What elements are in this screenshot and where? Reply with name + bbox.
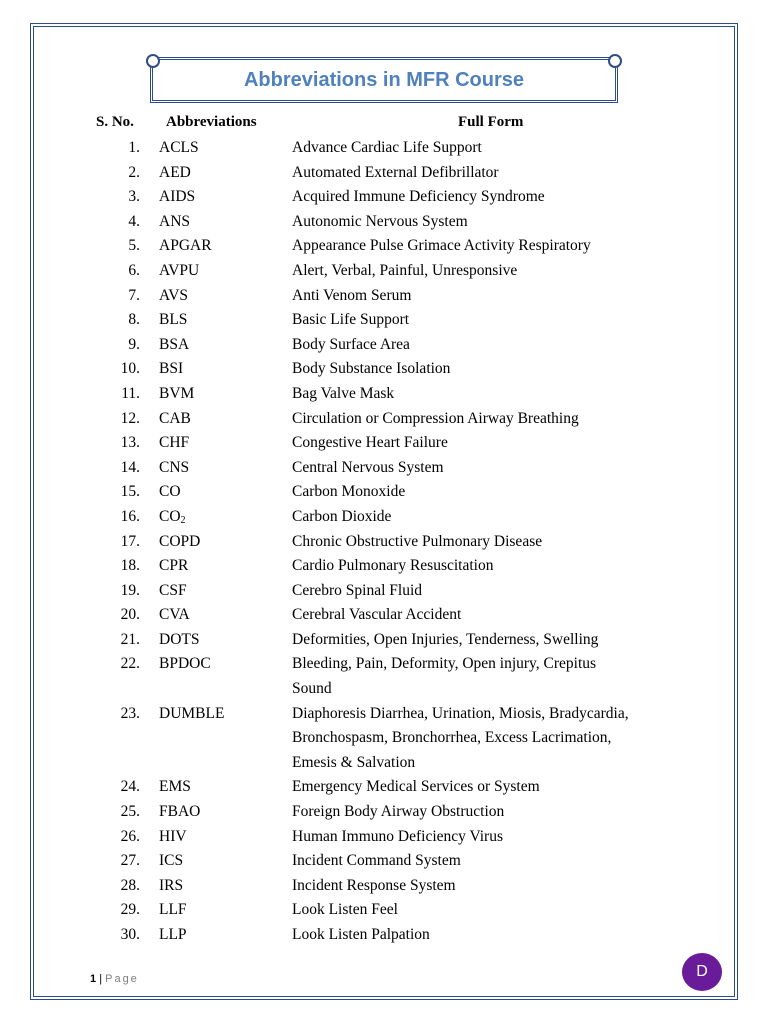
abbreviation-text: BVM (159, 384, 195, 402)
row-sno: 17. (120, 532, 140, 550)
abbreviations-table (0, 114, 768, 948)
row-sno: 19. (120, 581, 140, 599)
row-full-form: Emergency Medical Services or System (292, 778, 540, 796)
row-sno: 26. (120, 827, 140, 845)
row-abbreviation (159, 579, 187, 604)
row-abbreviation (159, 234, 212, 259)
row-sno: 1. (128, 139, 140, 156)
full-form-line: Diaphoresis Diarrhea, Urination, Miosis, Bradycardia, (292, 704, 629, 722)
row-sno: 11. (121, 384, 140, 402)
row-sno: 27. (120, 852, 140, 870)
row-sno: 20. (120, 606, 140, 624)
row-abbreviation (159, 874, 183, 899)
row-sno: 3. (128, 188, 140, 206)
row-abbreviation (159, 210, 190, 235)
row-sno: 7. (128, 286, 140, 304)
row-abbreviation (159, 652, 211, 677)
row-full-form: Look Listen Palpation (292, 926, 430, 943)
row-full-form: Acquired Immune Deficiency Syndrome (292, 188, 545, 206)
abbreviation-text: FBAO (159, 803, 201, 821)
footer-separator: | (99, 973, 103, 985)
table-row (0, 775, 768, 800)
row-sno: 8. (128, 311, 140, 329)
abbreviation-text: ANS (159, 212, 191, 230)
row-full-form: Advance Cardiac Life Support (292, 139, 482, 156)
table-row (0, 530, 768, 555)
row-sno: 23. (120, 704, 140, 722)
row-abbreviation (159, 775, 191, 800)
row-abbreviation (159, 357, 183, 382)
table-row (0, 628, 768, 653)
page-label: Page (105, 973, 139, 985)
row-full-form: Incident Response System (292, 876, 456, 894)
abbreviation-text: CPR (159, 557, 189, 575)
header-sno: S. No. (96, 114, 134, 130)
row-full-form: Foreign Body Airway Obstruction (292, 803, 505, 821)
row-abbreviation (159, 480, 181, 505)
abbreviation-text: CAB (159, 409, 191, 427)
row-full-form: Anti Venom Serum (292, 286, 412, 304)
title-frame (150, 57, 618, 103)
row-full-form: Human Immuno Deficiency Virus (292, 827, 503, 845)
table-header (0, 114, 768, 136)
row-abbreviation (159, 161, 191, 186)
full-form-line: Sound (292, 680, 332, 698)
page-footer (90, 973, 139, 985)
row-sno: 12. (120, 409, 140, 427)
abbreviation-text: EMS (159, 778, 191, 796)
row-sno: 6. (128, 261, 140, 279)
row-abbreviation (159, 849, 183, 874)
row-sno: 22. (120, 655, 140, 673)
row-sno: 2. (128, 163, 140, 181)
table-row (0, 259, 768, 284)
logo-letter: D (696, 963, 708, 980)
abbreviation-text: LLF (159, 901, 187, 919)
abbreviation-text: HIV (159, 827, 187, 845)
abbreviation-subscript: 2 (180, 514, 186, 526)
abbreviation-text: APGAR (159, 237, 212, 255)
table-row (0, 210, 768, 235)
row-sno: 14. (120, 458, 140, 476)
row-full-form: Cardio Pulmonary Resuscitation (292, 557, 494, 575)
row-abbreviation (159, 923, 187, 948)
row-sno: 5. (128, 237, 140, 255)
row-full-form: Central Nervous System (292, 458, 444, 476)
table-row (0, 603, 768, 628)
row-abbreviation (159, 825, 187, 850)
full-form-line: Bronchospasm, Bronchorrhea, Excess Lacrimation, (292, 729, 612, 747)
abbreviation-text: BPDOC (159, 655, 211, 673)
abbreviation-text: CSF (159, 581, 187, 599)
abbreviation-text: ICS (159, 852, 184, 870)
table-row (0, 308, 768, 333)
row-sno: 15. (120, 483, 140, 501)
row-abbreviation (159, 382, 194, 407)
row-abbreviation (159, 308, 187, 333)
table-row (0, 702, 768, 776)
row-full-form: Bag Valve Mask (292, 384, 395, 402)
table-row (0, 136, 768, 161)
row-abbreviation (159, 702, 224, 727)
logo-badge (682, 953, 722, 991)
row-sno: 25. (120, 803, 140, 821)
header-abbreviations: Abbreviations (166, 114, 257, 130)
abbreviation-text: COPD (159, 532, 201, 550)
table-row (0, 357, 768, 382)
row-full-form: Carbon Dioxide (292, 507, 392, 525)
abbreviation-text: BLS (159, 311, 188, 329)
row-abbreviation (159, 800, 200, 825)
row-full-form: Basic Life Support (292, 311, 410, 329)
table-row (0, 382, 768, 407)
full-form-line: Bleeding, Pain, Deformity, Open injury, Crepitus (292, 655, 597, 673)
abbreviation-text: CVA (159, 606, 190, 624)
table-row (0, 849, 768, 874)
row-full-form: Look Listen Feel (292, 901, 398, 919)
table-row (0, 825, 768, 850)
row-full-form: Deformities, Open Injuries, Tenderness, Swelling (292, 630, 599, 648)
abbreviation-text: IRS (159, 876, 184, 894)
row-sno: 29. (120, 901, 140, 919)
row-full-form (292, 652, 692, 701)
row-abbreviation (159, 530, 200, 555)
row-full-form: Cerebro Spinal Fluid (292, 581, 423, 599)
row-abbreviation (159, 628, 199, 653)
abbreviation-text: AED (159, 163, 191, 181)
table-body (0, 136, 768, 948)
row-full-form: Appearance Pulse Grimace Activity Respiratory (292, 237, 591, 255)
full-form-line: Emesis & Salvation (292, 753, 416, 771)
table-row (0, 480, 768, 505)
row-sno: 4. (128, 212, 140, 230)
abbreviation-text: CNS (159, 458, 190, 476)
abbreviation-text: DUMBLE (159, 704, 225, 722)
row-full-form: Automated External Defibrillator (292, 163, 499, 181)
header-full-form: Full Form (458, 114, 524, 130)
row-abbreviation (159, 456, 189, 481)
abbreviation-text: ACLS (159, 139, 199, 156)
row-abbreviation (159, 898, 187, 923)
table-row (0, 898, 768, 923)
abbreviation-text: AVS (159, 286, 189, 304)
row-abbreviation (159, 407, 191, 432)
page-title: Abbreviations in MFR Course (243, 69, 525, 91)
abbreviation-text: CO (159, 483, 181, 501)
row-full-form: Autonomic Nervous System (292, 212, 468, 230)
row-abbreviation (159, 554, 188, 579)
table-row (0, 652, 768, 701)
row-abbreviation (159, 259, 199, 284)
abbreviation-text: LLP (159, 926, 187, 943)
row-sno: 30. (120, 926, 140, 943)
row-full-form: Chronic Obstructive Pulmonary Disease (292, 532, 543, 550)
table-row (0, 800, 768, 825)
row-full-form: Body Surface Area (292, 335, 410, 353)
row-full-form: Cerebral Vascular Accident (292, 606, 462, 624)
row-full-form: Body Substance Isolation (292, 360, 451, 378)
page-number: 1 (90, 973, 97, 985)
table-row (0, 874, 768, 899)
table-row (0, 407, 768, 432)
table-row (0, 505, 768, 530)
row-abbreviation (159, 185, 195, 210)
abbreviation-text: AIDS (159, 188, 196, 206)
table-row (0, 234, 768, 259)
table-row (0, 554, 768, 579)
row-abbreviation (159, 431, 189, 456)
row-abbreviation (159, 603, 190, 628)
row-sno: 28. (120, 876, 140, 894)
row-sno: 10. (120, 360, 140, 378)
abbreviation-text: AVPU (159, 261, 200, 279)
table-row (0, 161, 768, 186)
row-sno: 13. (120, 434, 140, 452)
row-sno: 24. (120, 778, 140, 796)
row-full-form: Carbon Monoxide (292, 483, 406, 501)
row-full-form: Congestive Heart Failure (292, 434, 448, 452)
abbreviation-text: CO (159, 507, 181, 525)
abbreviation-text: DOTS (159, 630, 200, 648)
table-row (0, 923, 768, 948)
table-row (0, 579, 768, 604)
table-row (0, 456, 768, 481)
row-abbreviation (159, 284, 188, 309)
table-row (0, 333, 768, 358)
table-row (0, 284, 768, 309)
row-sno: 18. (120, 557, 140, 575)
row-full-form: Circulation or Compression Airway Breathing (292, 409, 579, 427)
table-row (0, 431, 768, 456)
row-abbreviation (159, 136, 199, 161)
abbreviation-text: BSA (159, 335, 190, 353)
abbreviation-text: BSI (159, 360, 184, 378)
row-sno: 16. (120, 507, 140, 525)
row-full-form (292, 702, 692, 776)
row-full-form: Incident Command System (292, 852, 461, 870)
abbreviation-text: CHF (159, 434, 190, 452)
row-abbreviation (159, 333, 189, 358)
row-full-form: Alert, Verbal, Painful, Unresponsive (292, 261, 518, 279)
table-row (0, 185, 768, 210)
row-sno: 9. (128, 335, 140, 353)
row-sno: 21. (120, 630, 140, 648)
